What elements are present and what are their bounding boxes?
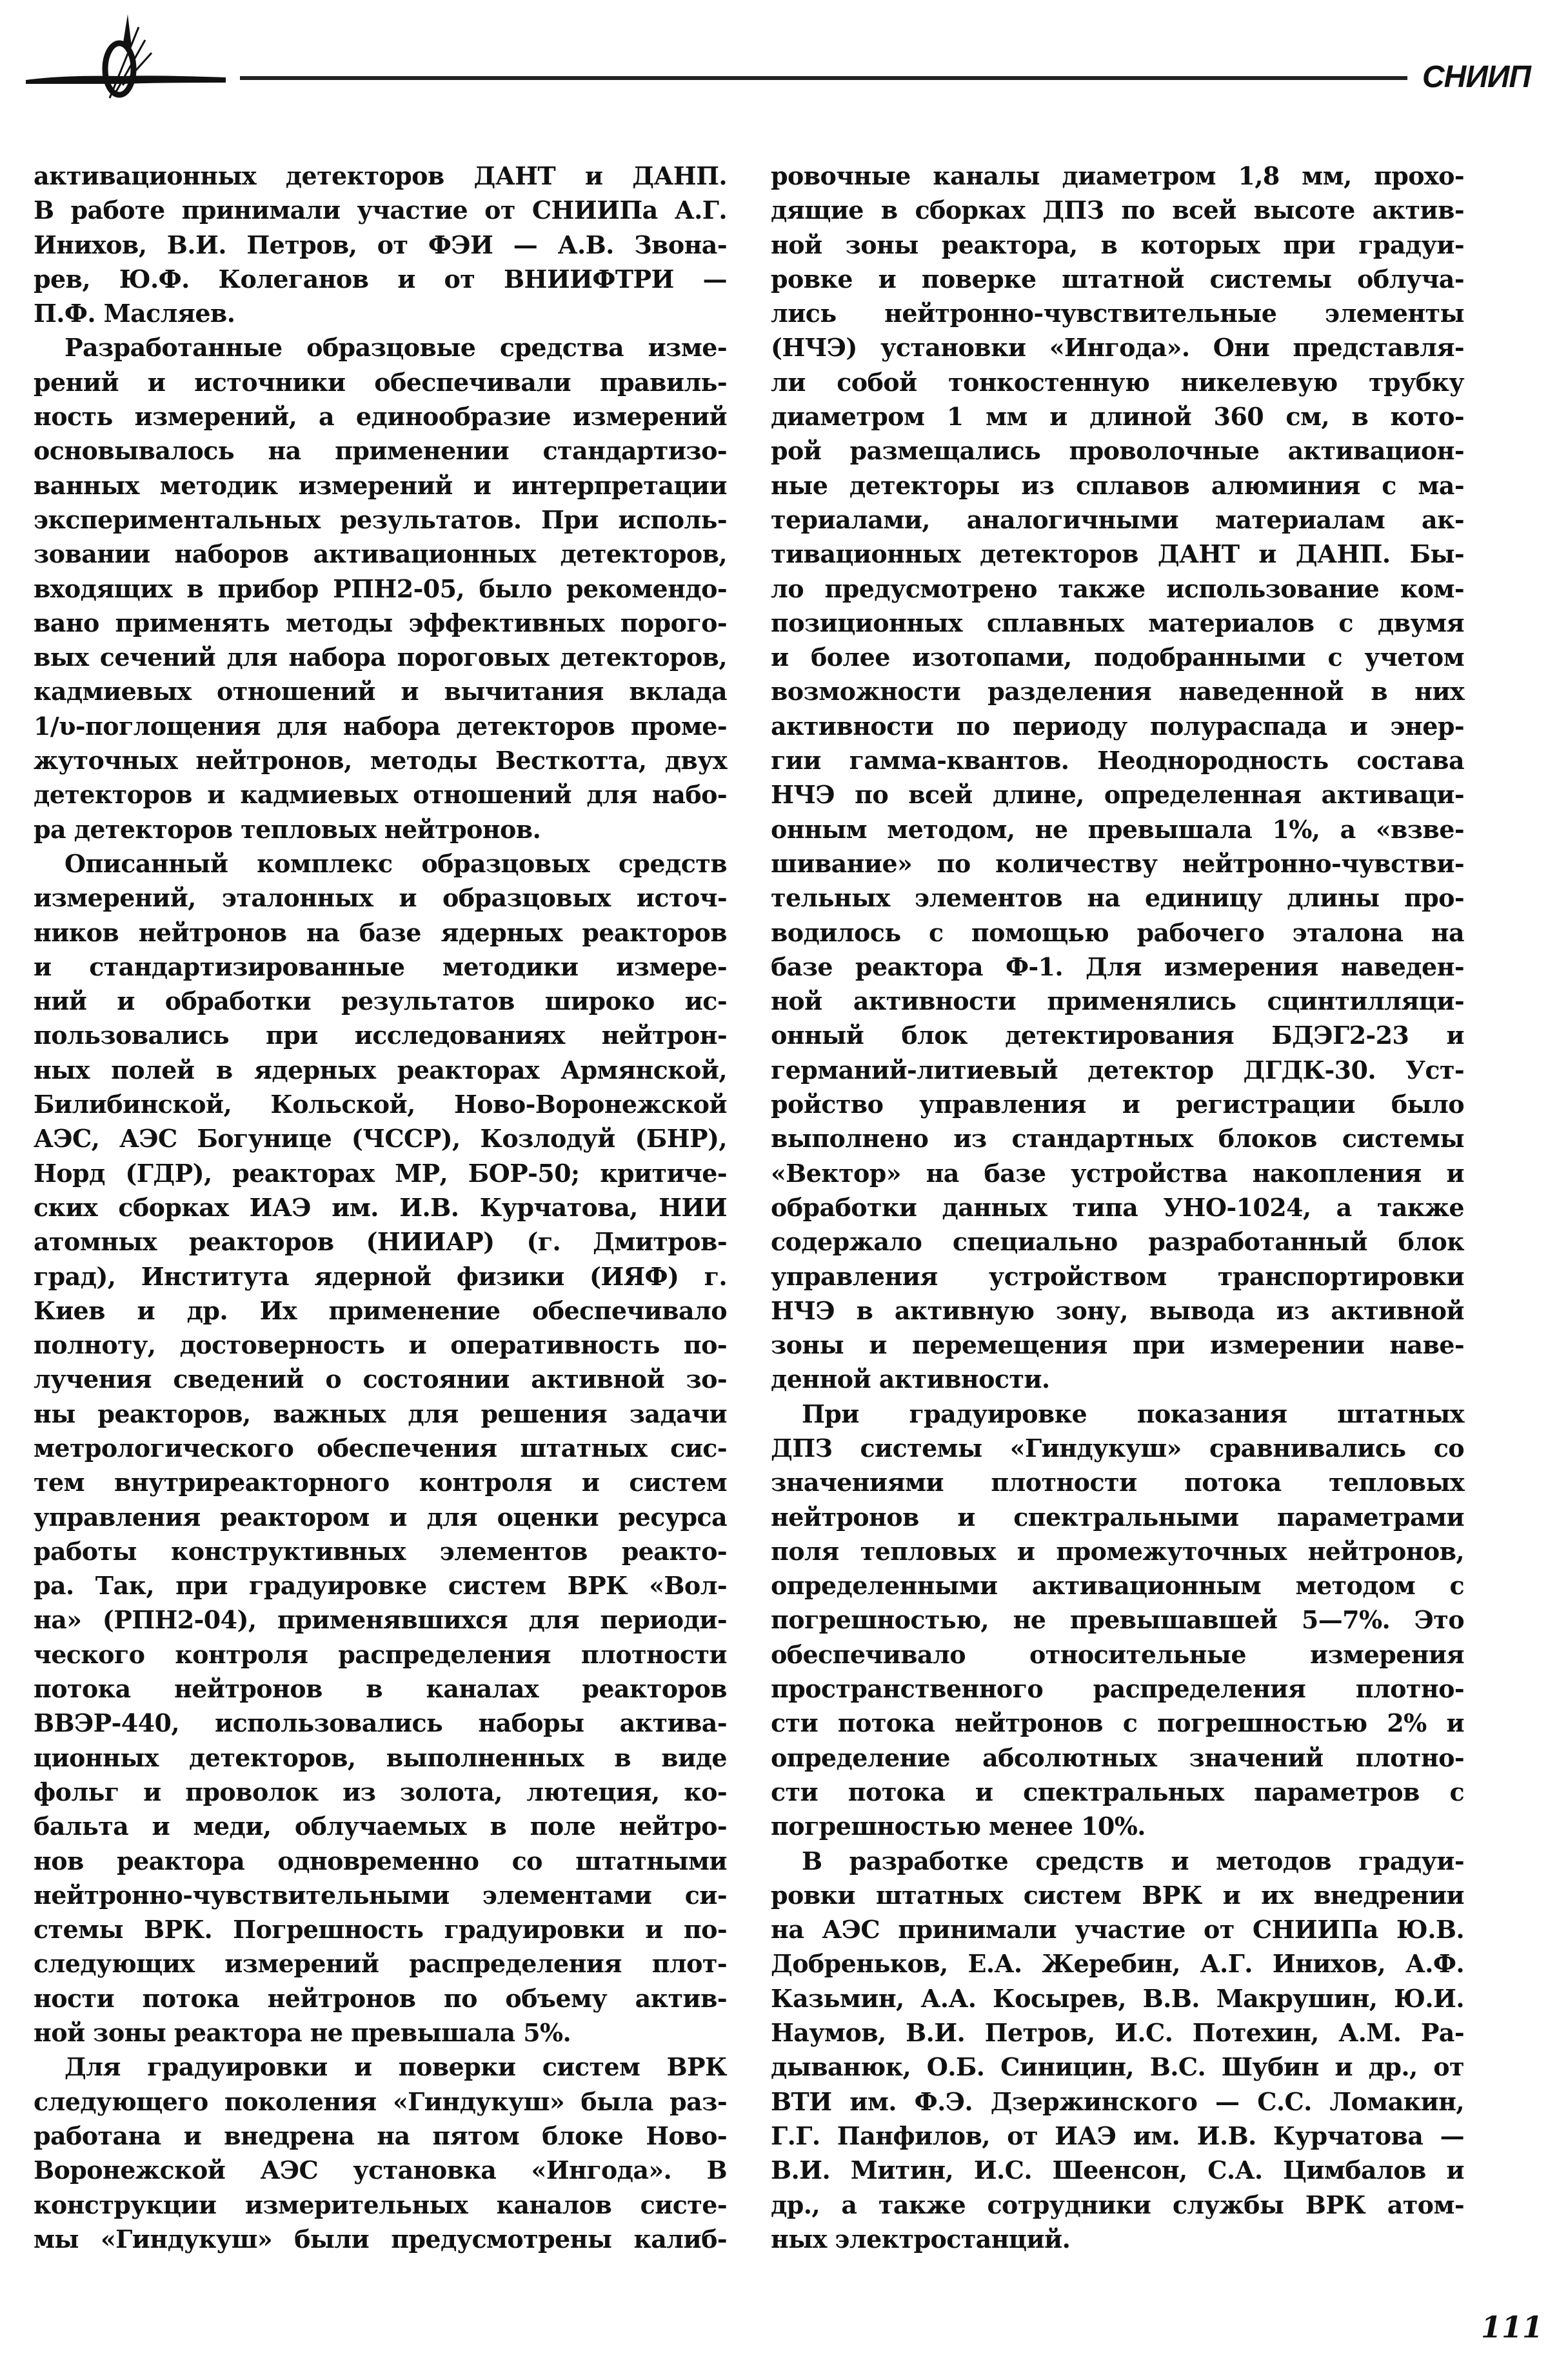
text-line: ВВЭР-440, использовались наборы актива- bbox=[34, 1708, 727, 1738]
text-line: Добреньков, Е.А. Жеребин, А.Г. Инихов, А.Ф. bbox=[771, 1949, 1464, 1979]
text-line: Воронежской АЭС установка «Ингода». В bbox=[34, 2155, 727, 2185]
text-line: конструкции измерительных каналов систе- bbox=[34, 2190, 727, 2219]
text-line: водилось с помощью рабочего эталона на bbox=[771, 917, 1464, 947]
text-line: выполнено из стандартных блоков системы bbox=[771, 1124, 1464, 1154]
text-line: ра. Так, при градуировке систем ВРК «Вол- bbox=[34, 1571, 727, 1601]
text-line: ность измерений, а единообразие измерений bbox=[34, 402, 727, 432]
text-line: ских сборках ИАЭ им. И.В. Курчатова, НИИ bbox=[34, 1192, 727, 1222]
text-line: погрешностью менее 10%. bbox=[771, 1812, 1146, 1841]
text-line: пространственного распределения плотно- bbox=[771, 1674, 1464, 1704]
text-line: 1/υ-поглощения для набора детекторов проме- bbox=[34, 711, 727, 741]
text-line: ра детекторов тепловых нейтронов. bbox=[34, 814, 541, 844]
text-line: сти потока и спектральных параметров с bbox=[771, 1777, 1464, 1806]
text-line: экспериментальных результатов. При исполь- bbox=[34, 505, 727, 534]
text-line: полноту, достоверность и оперативность по- bbox=[34, 1330, 727, 1360]
text-line: погрешностью, не превышавшей 5—7%. Это bbox=[771, 1605, 1464, 1635]
text-line: Билибинской, Кольской, Ново-Воронежской bbox=[34, 1090, 727, 1119]
text-line: рой размещались проволочные активацион- bbox=[771, 436, 1464, 466]
text-line: ровочные каналы диаметром 1,8 мм, прохо- bbox=[771, 161, 1464, 190]
text-line: позиционных сплавных материалов с двумя bbox=[771, 608, 1464, 637]
text-line: значениями плотности потока тепловых bbox=[771, 1468, 1464, 1497]
text-line: германий-литиевый детектор ДГДК-30. Уст- bbox=[771, 1055, 1464, 1085]
text-line: В.И. Митин, И.С. Шеенсон, С.А. Цимбалов и bbox=[771, 2155, 1464, 2185]
text-line: нейтронно-чувствительными элементами си- bbox=[34, 1880, 727, 1910]
text-line: содержало специально разработанный блок bbox=[771, 1227, 1464, 1257]
text-line: П.Ф. Масляев. bbox=[34, 299, 235, 328]
text-line: работы конструктивных элементов реакто- bbox=[34, 1536, 727, 1566]
text-line: денной активности. bbox=[771, 1365, 1050, 1394]
text-line: ровке и поверке штатной системы облуча- bbox=[771, 264, 1464, 294]
text-line: ности потока нейтронов по объему актив- bbox=[34, 1983, 727, 2013]
text-line: При градуировке показания штатных bbox=[802, 1399, 1464, 1428]
text-line: ников нейтронов на базе ядерных реакторов bbox=[34, 917, 727, 947]
text-line: лись нейтронно-чувствительные элементы bbox=[771, 299, 1464, 328]
page-number: 111 bbox=[1481, 2310, 1543, 2345]
text-line: поля тепловых и промежуточных нейтронов, bbox=[771, 1536, 1464, 1566]
text-line: рений и источники обеспечивали правиль- bbox=[34, 367, 727, 397]
text-line: управления устройством транспортировки bbox=[771, 1261, 1464, 1291]
text-line: на АЭС принимали участие от СНИИПа Ю.В. bbox=[771, 1915, 1464, 1945]
text-line: и стандартизированные методики измере- bbox=[34, 952, 727, 981]
text-line: фольг и проволок из золота, лютеция, ко- bbox=[34, 1777, 727, 1806]
text-line: онным методом, не превышала 1%, а «взве- bbox=[771, 814, 1464, 844]
text-line: ний и обработки результатов широко ис- bbox=[34, 986, 727, 1016]
text-line: ны реакторов, важных для решения задачи bbox=[34, 1399, 727, 1428]
text-line: управления реактором и для оценки ресурса bbox=[34, 1502, 727, 1532]
text-line: шивание» по количеству нейтронно-чувстви- bbox=[771, 848, 1464, 878]
publisher-logo-icon bbox=[26, 8, 232, 105]
text-line: вых сечений для набора пороговых детекторов, bbox=[34, 643, 727, 672]
text-line: НЧЭ по всей длине, определенная активаци- bbox=[771, 780, 1464, 810]
text-line: зоны и перемещения при измерении наве- bbox=[771, 1330, 1464, 1360]
text-line: жуточных нейтронов, методы Весткотта, двух bbox=[34, 746, 727, 775]
text-line: ройство управления и регистрации было bbox=[771, 1090, 1464, 1119]
right-column bbox=[771, 159, 1464, 2256]
text-line: Разработанные образцовые средства изме- bbox=[64, 333, 727, 363]
text-line: определенными активационным методом с bbox=[771, 1571, 1464, 1601]
text-line: Для градуировки и поверки систем ВРК bbox=[64, 2052, 727, 2082]
text-line: нов реактора одновременно со штатными bbox=[34, 1846, 727, 1875]
paragraph bbox=[34, 2050, 727, 2256]
text-line: ванных методик измерений и интерпретации bbox=[34, 470, 727, 500]
text-line: ческого контроля распределения плотности bbox=[34, 1639, 727, 1669]
text-line: Киев и др. Их применение обеспечивало bbox=[34, 1295, 727, 1325]
text-line: пользовались при исследованиях нейтрон- bbox=[34, 1021, 727, 1050]
text-line: атомных реакторов (НИИАР) (г. Дмитров- bbox=[34, 1227, 727, 1257]
text-line: обеспечивало относительные измерения bbox=[771, 1639, 1464, 1669]
text-line: ло предусмотрено также использование ком- bbox=[771, 574, 1464, 603]
paragraph bbox=[771, 159, 1464, 1397]
text-line: активационных детекторов ДАНТ и ДАНП. bbox=[34, 161, 727, 190]
text-line: ровки штатных систем ВРК и их внедрении bbox=[771, 1880, 1464, 1910]
text-line: метрологического обеспечения штатных сис- bbox=[34, 1433, 727, 1463]
text-line: гии гамма-квантов. Неоднородность состава bbox=[771, 746, 1464, 775]
text-line: ВТИ им. Ф.Э. Дзержинского — С.С. Ломакин, bbox=[771, 2086, 1464, 2116]
text-line: Наумов, В.И. Петров, И.С. Потехин, А.М. Ра- bbox=[771, 2018, 1464, 2048]
text-line: АЭС, АЭС Богунице (ЧССР), Козлодуй (БНР), bbox=[34, 1124, 727, 1154]
paragraph bbox=[771, 1844, 1464, 2257]
text-line: (НЧЭ) установки «Ингода». Они представля- bbox=[771, 333, 1464, 363]
text-line: нейтронов и спектральными параметрами bbox=[771, 1502, 1464, 1532]
text-line: определение абсолютных значений плотно- bbox=[771, 1743, 1464, 1772]
text-line: др., а также сотрудники службы ВРК атом- bbox=[771, 2190, 1464, 2219]
text-line: обработки данных типа УНО-1024, а также bbox=[771, 1192, 1464, 1222]
text-line: сти потока нейтронов с погрешностью 2% и bbox=[771, 1708, 1464, 1738]
text-line: потока нейтронов в каналах реакторов bbox=[34, 1674, 727, 1704]
text-line: дящие в сборках ДПЗ по всей высоте актив- bbox=[771, 195, 1464, 225]
text-line: следующих измерений распределения плот- bbox=[34, 1949, 727, 1979]
text-line: «Вектор» на базе устройства накопления и bbox=[771, 1158, 1464, 1188]
text-line: измерений, эталонных и образцовых источ- bbox=[34, 883, 727, 913]
text-line: лучения сведений о состоянии активной зо- bbox=[34, 1365, 727, 1394]
paragraph bbox=[34, 330, 727, 846]
text-line: возможности разделения наведенной в них bbox=[771, 677, 1464, 706]
text-line: детекторов и кадмиевых отношений для набо- bbox=[34, 780, 727, 810]
text-line: ных электростанций. bbox=[771, 2224, 1071, 2254]
text-line: основывалось на применении стандартизо- bbox=[34, 436, 727, 466]
text-line: онный блок детектирования БДЭГ2-23 и bbox=[771, 1021, 1464, 1050]
text-line: териалами, аналогичными материалам ак- bbox=[771, 505, 1464, 534]
text-line: базе реактора Ф-1. Для измерения наведен- bbox=[771, 952, 1464, 981]
text-line: В разработке средств и методов градуи- bbox=[802, 1846, 1464, 1875]
paragraph bbox=[34, 846, 727, 2050]
text-line: мы «Гиндукуш» были предусмотрены калиб- bbox=[34, 2224, 727, 2254]
text-line: стемы ВРК. Погрешность градуировки и по- bbox=[34, 1915, 727, 1945]
text-line: Инихов, В.И. Петров, от ФЭИ — А.В. Звона- bbox=[34, 230, 727, 259]
text-line: Описанный комплекс образцовых средств bbox=[64, 848, 727, 878]
text-line: входящих в прибор РПН2-05, было рекомендо- bbox=[34, 574, 727, 603]
text-line: ных полей в ядерных реакторах Армянской, bbox=[34, 1055, 727, 1085]
text-line: бальта и меди, облучаемых в поле нейтро- bbox=[34, 1812, 727, 1841]
journal-name: СНИИП bbox=[1422, 60, 1531, 94]
text-line: Казьмин, А.А. Косырев, В.В. Макрушин, Ю.И. bbox=[771, 1983, 1464, 2013]
text-line: В работе принимали участие от СНИИПа А.Г. bbox=[34, 195, 727, 225]
text-line: вано применять методы эффективных порого- bbox=[34, 608, 727, 637]
text-line: ной зоны реактора не превышала 5%. bbox=[34, 2018, 571, 2048]
text-line: кадмиевых отношений и вычитания вклада bbox=[34, 677, 727, 706]
text-line: дыванюк, О.Б. Синицин, В.С. Шубин и др., от bbox=[771, 2052, 1464, 2082]
text-line: следующего поколения «Гиндукуш» была раз- bbox=[34, 2086, 727, 2116]
text-line: ной зоны реактора, в которых при градуи- bbox=[771, 230, 1464, 259]
text-line: ДПЗ системы «Гиндукуш» сравнивались со bbox=[771, 1433, 1464, 1463]
text-line: Г.Г. Панфилов, от ИАЭ им. И.В. Курчатова — bbox=[771, 2121, 1464, 2150]
text-line: тивационных детекторов ДАНТ и ДАНП. Бы- bbox=[771, 539, 1464, 569]
text-line: работана и внедрена на пятом блоке Ново- bbox=[34, 2121, 727, 2150]
text-line: НЧЭ в активную зону, вывода из активной bbox=[771, 1295, 1464, 1325]
header-rule bbox=[240, 76, 1407, 80]
paragraph bbox=[34, 159, 727, 330]
text-line: на» (РПН2-04), применявшихся для периоди- bbox=[34, 1605, 727, 1635]
text-line: зовании наборов активационных детекторов, bbox=[34, 539, 727, 569]
text-line: ные детекторы из сплавов алюминия с ма- bbox=[771, 470, 1464, 500]
text-line: рев, Ю.Ф. Колеганов и от ВНИИФТРИ — bbox=[34, 264, 727, 294]
text-line: тельных элементов на единицу длины про- bbox=[771, 883, 1464, 913]
paragraph bbox=[771, 1397, 1464, 1844]
text-line: ли собой тонкостенную никелевую трубку bbox=[771, 367, 1464, 397]
text-line: Норд (ГДР), реакторах МР, БОР-50; критиче- bbox=[34, 1158, 727, 1188]
text-line: ной активности применялись сцинтилляци- bbox=[771, 986, 1464, 1016]
text-line: активности по периоду полураспада и энер- bbox=[771, 711, 1464, 741]
text-line: диаметром 1 мм и длиной 360 см, в кото- bbox=[771, 402, 1464, 432]
text-line: ционных детекторов, выполненных в виде bbox=[34, 1743, 727, 1772]
text-line: тем внутриреакторного контроля и систем bbox=[34, 1468, 727, 1497]
text-line: и более изотопами, подобранными с учетом bbox=[771, 643, 1464, 672]
text-line: град), Института ядерной физики (ИЯФ) г. bbox=[34, 1261, 727, 1291]
left-column bbox=[34, 159, 727, 2256]
